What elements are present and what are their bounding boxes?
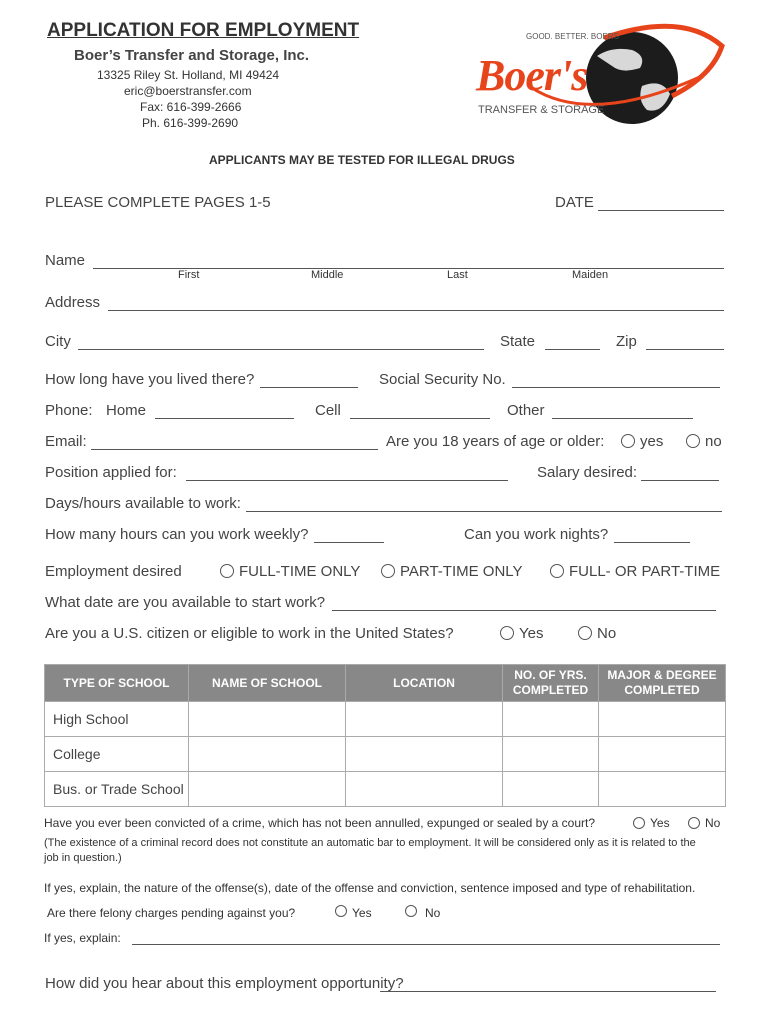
years-cell[interactable]	[503, 702, 599, 737]
table-row	[45, 772, 726, 807]
ssn-field[interactable]	[512, 387, 720, 388]
conviction-no-label: No	[705, 816, 721, 830]
conviction-no-radio[interactable]	[688, 817, 700, 829]
cell-phone-label: Cell	[315, 402, 341, 419]
referral-question: How did you hear about this employment opportunity?	[45, 975, 404, 992]
full-time-label: FULL-TIME ONLY	[239, 563, 361, 580]
city-field[interactable]	[78, 349, 484, 350]
row-type-label: Bus. or Trade School	[45, 772, 189, 807]
hours-weekly-field[interactable]	[314, 542, 384, 543]
referral-field[interactable]	[380, 991, 716, 992]
table-row	[45, 737, 726, 772]
felony-no-radio[interactable]	[405, 905, 417, 917]
record-note-line1: (The existence of a criminal record does not constitute an automatic bar to employment. It will be considered only as it is related to the	[44, 837, 696, 849]
logo-tagline: GOOD. BETTER. BOERS	[526, 32, 619, 41]
age-question: Are you 18 years of age or older:	[386, 433, 605, 450]
full-or-part-radio[interactable]	[550, 564, 564, 578]
conviction-question: Have you ever been convicted of a crime, which has not been annulled, expunged or sealed by a court?	[44, 816, 596, 830]
company-name: Boer’s Transfer and Storage, Inc.	[74, 47, 310, 64]
location-cell[interactable]	[346, 772, 503, 807]
school-name-cell[interactable]	[189, 772, 346, 807]
citizen-no-label: No	[597, 625, 617, 642]
header-location: LOCATION	[346, 665, 503, 702]
record-note-line2: job in question.)	[44, 852, 122, 864]
days-hours-field[interactable]	[246, 511, 722, 512]
salary-label: Salary desired:	[537, 464, 638, 481]
employment-desired-label: Employment desired	[45, 563, 182, 580]
felony-yes-radio[interactable]	[335, 905, 347, 917]
salary-field[interactable]	[641, 480, 719, 481]
page-title: APPLICATION FOR EMPLOYMENT	[47, 20, 360, 41]
state-field[interactable]	[545, 349, 600, 350]
full-or-part-label: FULL- OR PART-TIME	[569, 563, 721, 580]
header-type-of-school: TYPE OF SCHOOL	[45, 665, 189, 702]
nights-field[interactable]	[614, 542, 690, 543]
table-row	[45, 702, 726, 737]
drug-test-notice: APPLICANTS MAY BE TESTED FOR ILLEGAL DRUGS	[209, 153, 515, 167]
date-field[interactable]	[598, 210, 724, 211]
degree-cell[interactable]	[599, 702, 726, 737]
years-cell[interactable]	[503, 772, 599, 807]
age-yes-radio[interactable]	[621, 434, 635, 448]
address-label: Address	[45, 294, 101, 311]
age-no-label: no	[705, 433, 722, 450]
address-field[interactable]	[108, 310, 724, 311]
felony-question: Are there felony charges pending against you?	[47, 906, 296, 920]
complete-pages-instruction: PLEASE COMPLETE PAGES 1-5	[45, 194, 271, 211]
felony-yes-label: Yes	[352, 906, 372, 920]
name-maiden-label: Maiden	[572, 269, 609, 281]
name-label: Name	[45, 252, 86, 269]
citizen-yes-label: Yes	[519, 625, 544, 642]
company-logo	[472, 16, 732, 136]
citizen-question: Are you a U.S. citizen or eligible to work in the United States?	[45, 625, 454, 642]
header-name-of-school: NAME OF SCHOOL	[189, 665, 346, 702]
email-field[interactable]	[91, 449, 378, 450]
full-time-radio[interactable]	[220, 564, 234, 578]
other-phone-label: Other	[507, 402, 545, 419]
header-major-degree: MAJOR & DEGREE COMPLETED	[599, 665, 726, 702]
position-label: Position applied for:	[45, 464, 177, 481]
name-middle-label: Middle	[311, 269, 344, 281]
position-field[interactable]	[186, 480, 508, 481]
state-label: State	[500, 333, 536, 350]
zip-label: Zip	[616, 333, 637, 350]
date-label: DATE	[555, 194, 594, 211]
part-time-label: PART-TIME ONLY	[400, 563, 523, 580]
company-phone: Ph. 616-399-2690	[142, 116, 239, 130]
how-long-label: How long have you lived there?	[45, 371, 255, 388]
days-hours-label: Days/hours available to work:	[45, 495, 241, 512]
school-name-cell[interactable]	[189, 737, 346, 772]
hours-weekly-label: How many hours can you work weekly?	[45, 526, 309, 543]
other-phone-field[interactable]	[552, 418, 693, 419]
degree-cell[interactable]	[599, 772, 726, 807]
phone-label: Phone:	[45, 402, 93, 419]
company-address: 13325 Riley St. Holland, MI 49424	[97, 68, 280, 82]
degree-cell[interactable]	[599, 737, 726, 772]
nights-label: Can you work nights?	[464, 526, 609, 543]
citizen-no-radio[interactable]	[578, 626, 592, 640]
company-email: eric@boerstransfer.com	[124, 84, 252, 98]
home-phone-field[interactable]	[155, 418, 294, 419]
explain-field[interactable]	[132, 944, 720, 945]
part-time-radio[interactable]	[381, 564, 395, 578]
email-label: Email:	[45, 433, 87, 450]
row-type-label: College	[45, 737, 189, 772]
location-cell[interactable]	[346, 702, 503, 737]
explain-offense-prompt: If yes, explain, the nature of the offense(s), date of the offense and conviction, sentence imposed and type of rehabilitation.	[44, 881, 696, 895]
citizen-yes-radio[interactable]	[500, 626, 514, 640]
zip-field[interactable]	[646, 349, 724, 350]
ssn-label: Social Security No.	[379, 371, 506, 388]
cell-phone-field[interactable]	[350, 418, 490, 419]
education-header-row	[45, 665, 726, 702]
row-type-label: High School	[45, 702, 189, 737]
school-name-cell[interactable]	[189, 702, 346, 737]
name-first-label: First	[178, 269, 200, 281]
header-years-completed: NO. OF YRS. COMPLETED	[503, 665, 599, 702]
start-date-label: What date are you available to start work?	[45, 594, 326, 611]
conviction-yes-radio[interactable]	[633, 817, 645, 829]
city-label: City	[45, 333, 71, 350]
conviction-yes-label: Yes	[650, 816, 670, 830]
education-table	[44, 664, 726, 807]
logo-wordmark: Boer's	[476, 51, 588, 100]
felony-no-label: No	[425, 906, 441, 920]
explain-label: If yes, explain:	[44, 931, 121, 945]
home-phone-label: Home	[106, 402, 147, 419]
age-yes-label: yes	[640, 433, 664, 450]
age-no-radio[interactable]	[686, 434, 700, 448]
logo-subtitle: TRANSFER & STORAGE	[478, 104, 605, 116]
name-last-label: Last	[447, 269, 468, 281]
how-long-field[interactable]	[260, 387, 358, 388]
years-cell[interactable]	[503, 737, 599, 772]
start-date-field[interactable]	[332, 610, 716, 611]
location-cell[interactable]	[346, 737, 503, 772]
company-fax: Fax: 616-399-2666	[140, 100, 242, 114]
